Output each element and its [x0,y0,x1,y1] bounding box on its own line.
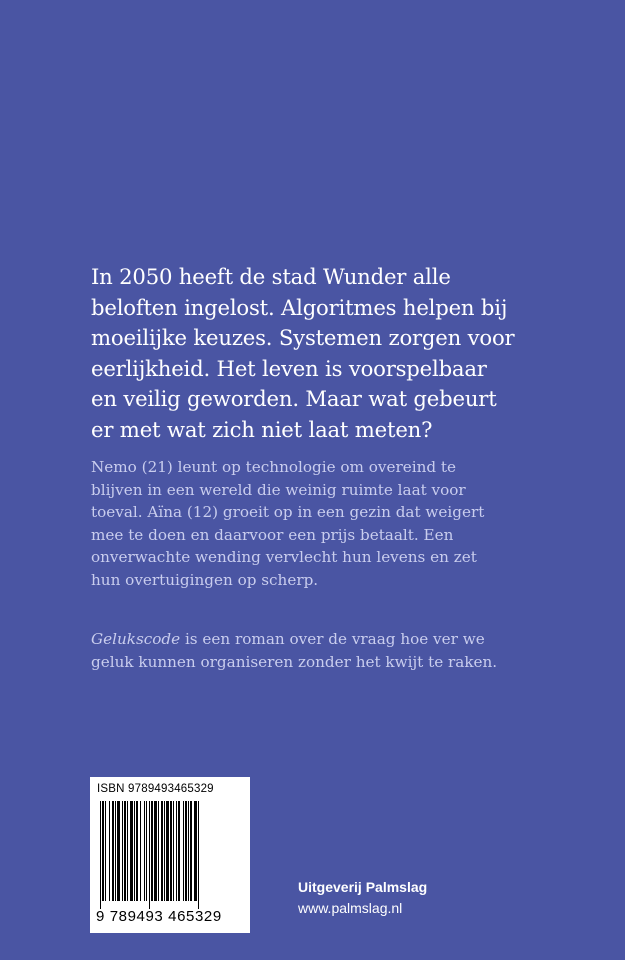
barcode-bars [100,801,242,909]
barcode-bar [100,801,101,909]
barcode-bar [151,801,153,901]
summary-line: onverwachte wending vervlecht hun levens en zet [91,548,477,567]
summary-line: blijven in een wereld die weinig ruimte laat voor [91,480,466,499]
barcode-bar [190,801,192,901]
barcode-bar [136,801,138,901]
barcode-bar [127,801,128,901]
summary-line: Nemo (21) leunt op technologie om overeind te [91,458,456,476]
barcode-bar [149,801,150,909]
barcode-bar [194,801,197,901]
barcode-bar [198,801,199,909]
isbn-barcode [90,777,250,933]
barcode-bar [173,801,174,901]
barcode-bar [115,801,116,901]
book-title: Gelukscode [91,630,181,648]
barcode-bar [176,801,177,901]
barcode-bar [130,801,133,901]
summary-line: hun overtuigingen op scherp. [91,570,319,589]
barcode-bar [122,801,123,901]
barcode-bar [170,801,172,901]
closing-text [91,628,541,673]
closing-line: geluk kunnen organiseren zonder het kwijt te raken. [91,652,498,671]
barcode-bar [178,801,180,901]
blurb-line: beloften ingelost. Algoritmes helpen bij [91,294,508,320]
publisher-website[interactable]: www.palmslag.nl [298,900,403,916]
blurb-text [91,262,561,445]
isbn-label: ISBN 9789493465329 [97,783,214,795]
barcode-bar [102,801,104,901]
barcode-bar [158,801,159,901]
summary-line: toeval. Aïna (12) groeit op in een gezin dat weigert [91,503,485,522]
blurb-line: en veilig geworden. Maar wat gebeurt [91,386,497,411]
summary-text [91,456,531,592]
blurb-line: In 2050 heeft de stad Wunder alle [91,264,451,289]
barcode-bar [144,801,145,901]
barcode-bar [105,801,106,901]
barcode-bar [146,801,147,901]
publisher-name: Uitgeverij Palmslag [298,879,428,895]
barcode-bar [117,801,120,901]
barcode-bar [166,801,169,901]
barcode-bar [183,801,184,901]
barcode-bar [134,801,135,901]
barcode-bar [154,801,157,901]
closing-line: is een roman over de vraag hoe ver we [180,630,485,648]
barcode-bar [185,801,187,901]
barcode-bar [164,801,165,901]
blurb-line: er met wat zich niet laat meten? [91,416,433,442]
barcode-bar [140,801,141,901]
barcode-bar [124,801,126,901]
barcode-bar [161,801,163,901]
summary-line: mee te doen en daarvoor een prijs betaalt. Een [91,525,454,544]
blurb-line: eerlijkheid. Het leven is voorspelbaar [91,355,487,381]
isbn-digits: 9 789493 465329 [96,908,222,925]
barcode-bar [112,801,114,901]
barcode-bar [188,801,189,901]
barcode-bar [109,801,110,901]
blurb-line: moeilijke keuzes. Systemen zorgen voor [91,325,515,350]
